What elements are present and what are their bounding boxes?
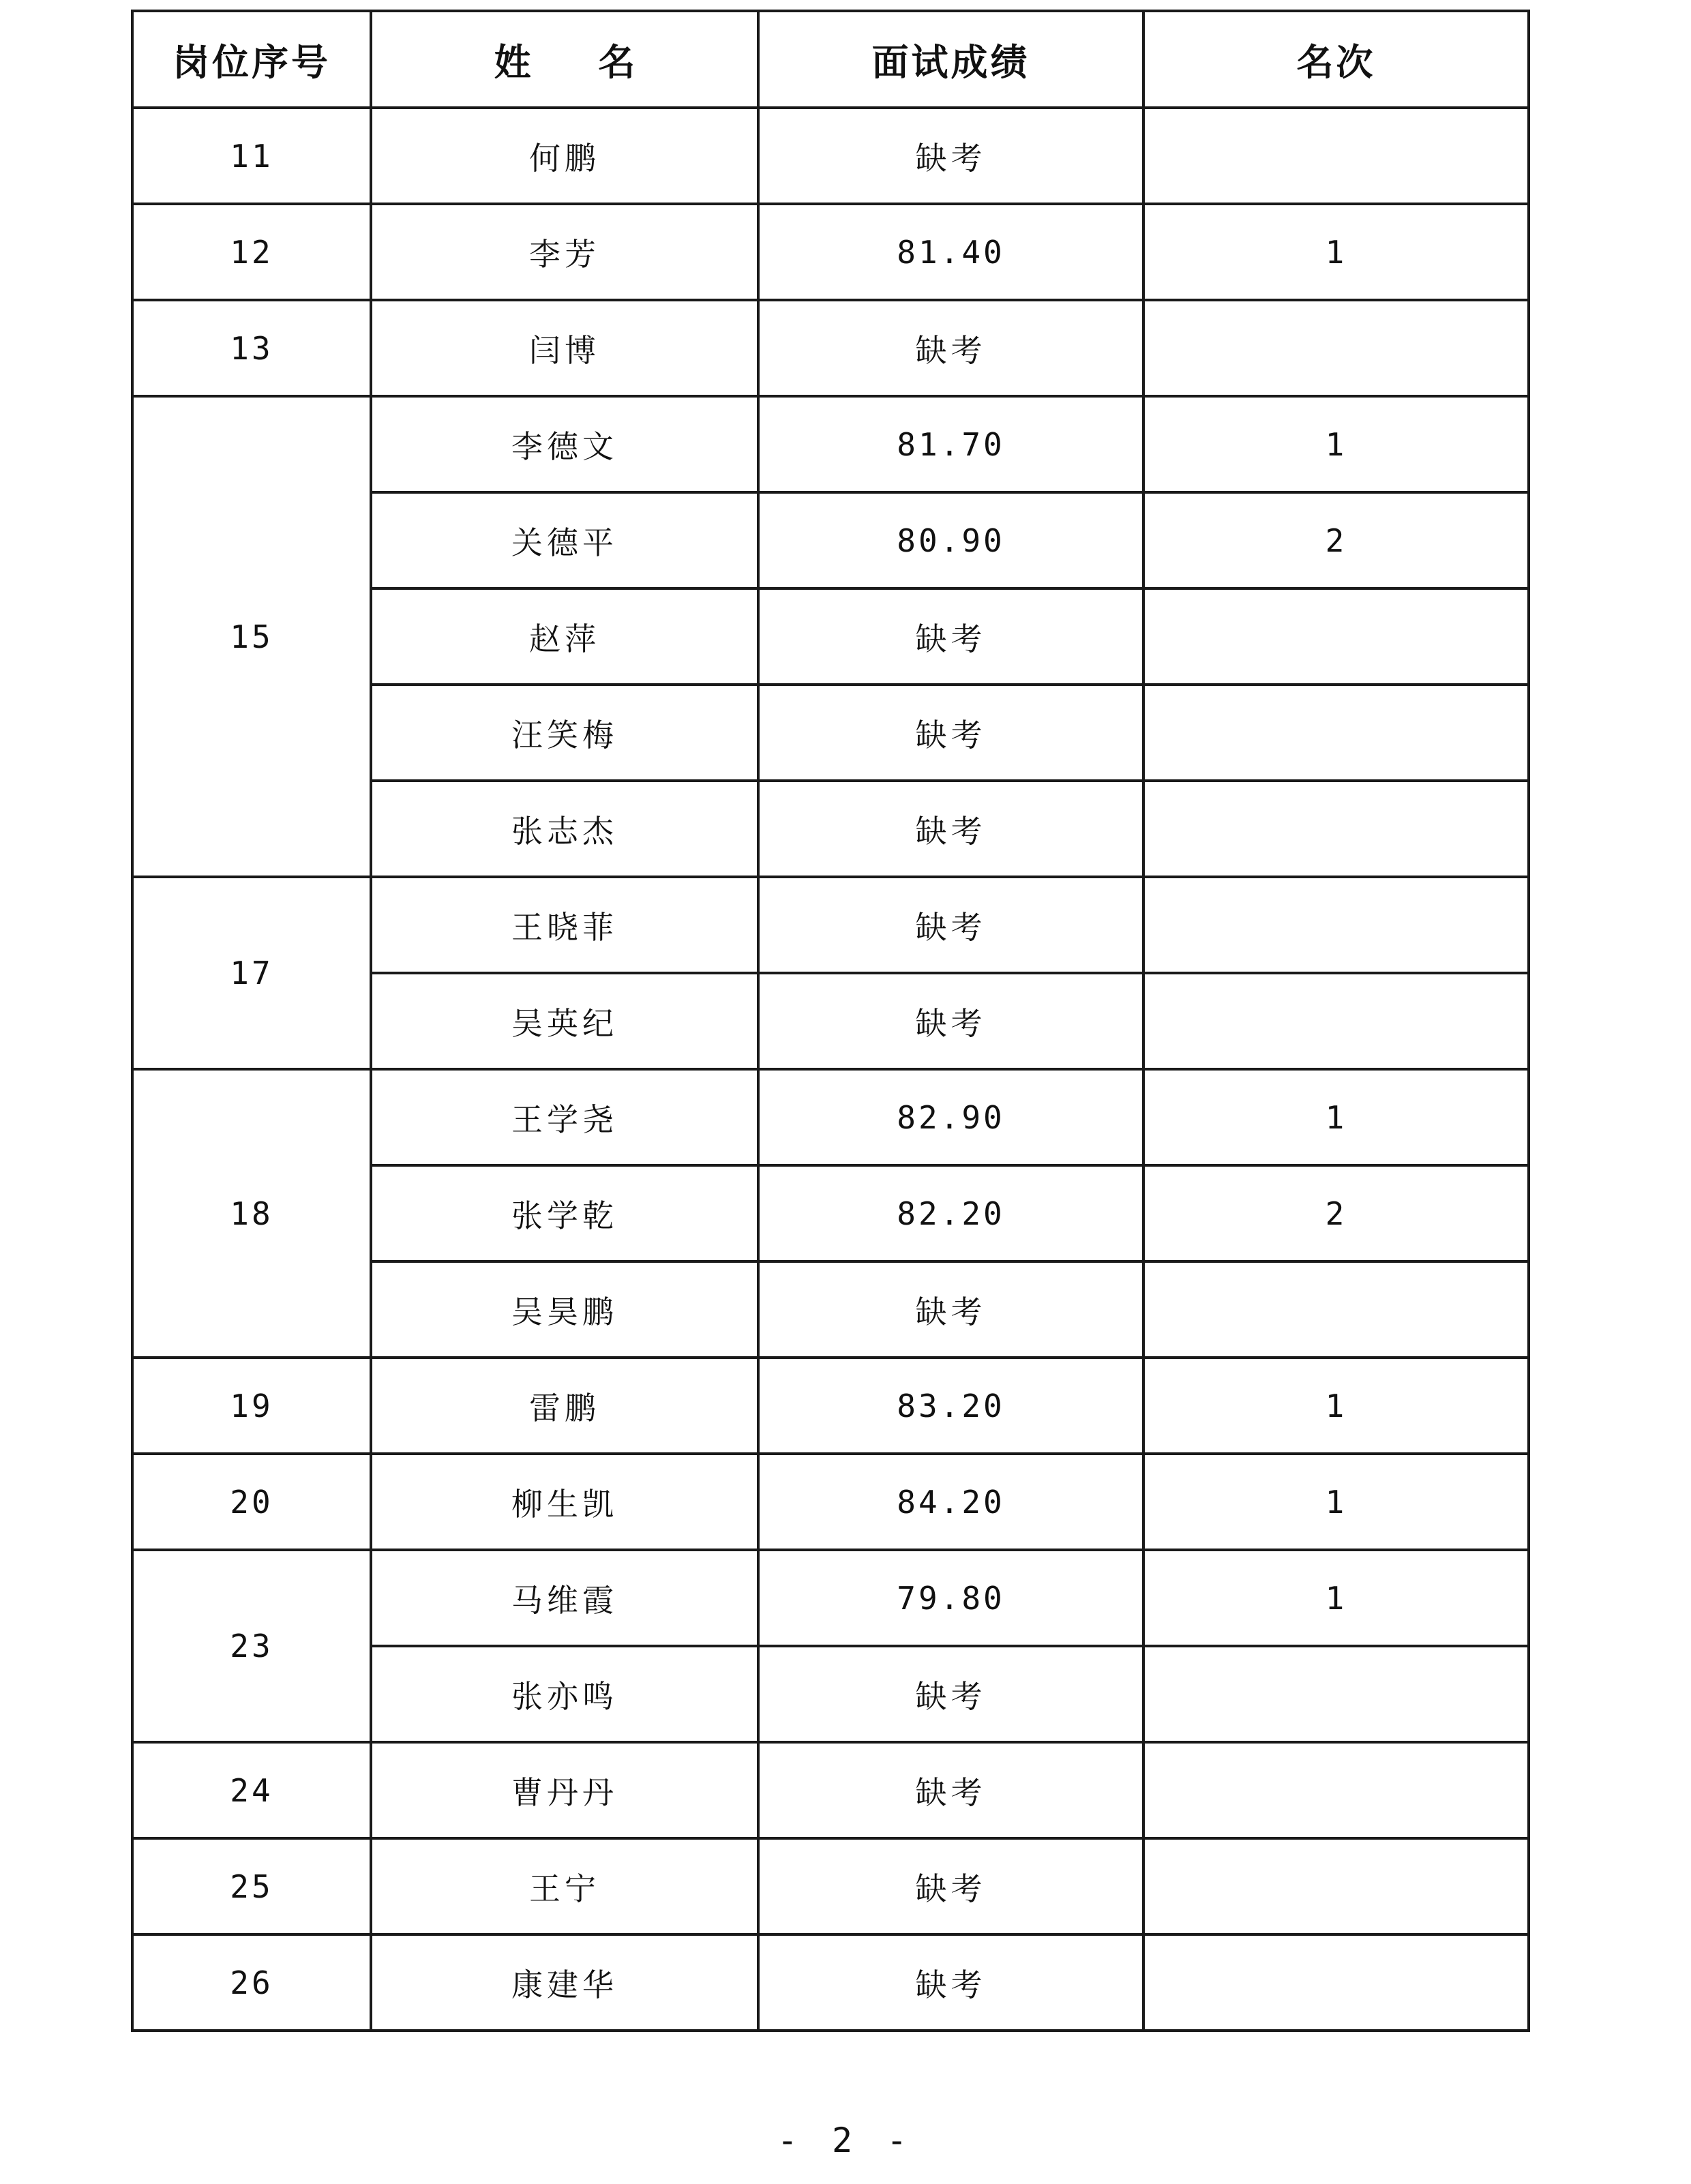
- candidate-name-cell: 汪笑梅: [371, 685, 758, 781]
- interview-score-cell: 缺考: [758, 108, 1143, 204]
- position-number-cell: 25: [132, 1838, 371, 1934]
- interview-score-cell: 缺考: [758, 1646, 1143, 1742]
- rank-cell: [1143, 877, 1529, 973]
- candidate-name-cell: 闫博: [371, 300, 758, 396]
- interview-score-cell: 81.70: [758, 396, 1143, 492]
- interview-results-table: [131, 10, 1530, 2032]
- interview-score-cell: 缺考: [758, 781, 1143, 877]
- position-number-cell: 13: [132, 300, 371, 396]
- rank-cell: [1143, 588, 1529, 685]
- interview-score-cell: 缺考: [758, 1261, 1143, 1358]
- interview-score-cell: 缺考: [758, 588, 1143, 685]
- candidate-name-cell: 张志杰: [371, 781, 758, 877]
- rank-cell: [1143, 973, 1529, 1069]
- table-row: [132, 1550, 1529, 1646]
- table-row: [132, 1454, 1529, 1550]
- table-row: [132, 300, 1529, 396]
- interview-score-cell: 缺考: [758, 1934, 1143, 2031]
- interview-score-cell: 缺考: [758, 300, 1143, 396]
- results-table-container: [131, 10, 1527, 2032]
- position-number-cell: 19: [132, 1358, 371, 1454]
- candidate-name-cell: 李德文: [371, 396, 758, 492]
- interview-score-cell: 缺考: [758, 685, 1143, 781]
- table-row: [132, 877, 1529, 973]
- interview-score-cell: 80.90: [758, 492, 1143, 588]
- rank-cell: 1: [1143, 204, 1529, 300]
- header-row: [132, 11, 1529, 108]
- rank-cell: [1143, 781, 1529, 877]
- candidate-name-cell: 王晓菲: [371, 877, 758, 973]
- interview-score-cell: 缺考: [758, 1742, 1143, 1838]
- interview-score-cell: 缺考: [758, 1838, 1143, 1934]
- interview-score-cell: 83.20: [758, 1358, 1143, 1454]
- table-row: [132, 396, 1529, 492]
- interview-score-cell: 82.90: [758, 1069, 1143, 1165]
- interview-score-cell: 缺考: [758, 877, 1143, 973]
- candidate-name-cell: 张学乾: [371, 1165, 758, 1261]
- header-rank: 名次: [1143, 11, 1529, 108]
- rank-cell: 1: [1143, 396, 1529, 492]
- table-header: [132, 11, 1529, 108]
- header-name: 姓 名: [371, 11, 758, 108]
- candidate-name-cell: 赵萍: [371, 588, 758, 685]
- rank-cell: 1: [1143, 1550, 1529, 1646]
- rank-cell: [1143, 1261, 1529, 1358]
- table-row: [132, 1838, 1529, 1934]
- position-number-cell: 20: [132, 1454, 371, 1550]
- interview-score-cell: 79.80: [758, 1550, 1143, 1646]
- candidate-name-cell: 张亦鸣: [371, 1646, 758, 1742]
- table-row: [132, 108, 1529, 204]
- candidate-name-cell: 王宁: [371, 1838, 758, 1934]
- rank-cell: [1143, 108, 1529, 204]
- table-row: [132, 1934, 1529, 2031]
- header-position: 岗位序号: [132, 11, 371, 108]
- rank-cell: [1143, 1742, 1529, 1838]
- table-row: [132, 1742, 1529, 1838]
- position-number-cell: 11: [132, 108, 371, 204]
- page-number: - 2 -: [777, 2121, 914, 2160]
- position-number-cell: 18: [132, 1069, 371, 1358]
- candidate-name-cell: 吴英纪: [371, 973, 758, 1069]
- position-number-cell: 17: [132, 877, 371, 1069]
- candidate-name-cell: 曹丹丹: [371, 1742, 758, 1838]
- candidate-name-cell: 雷鹏: [371, 1358, 758, 1454]
- rank-cell: [1143, 300, 1529, 396]
- rank-cell: [1143, 1934, 1529, 2031]
- candidate-name-cell: 关德平: [371, 492, 758, 588]
- position-number-cell: 15: [132, 396, 371, 877]
- header-score: 面试成绩: [758, 11, 1143, 108]
- rank-cell: 2: [1143, 492, 1529, 588]
- table-row: [132, 204, 1529, 300]
- position-number-cell: 24: [132, 1742, 371, 1838]
- candidate-name-cell: 王学尧: [371, 1069, 758, 1165]
- rank-cell: [1143, 685, 1529, 781]
- rank-cell: [1143, 1838, 1529, 1934]
- interview-score-cell: 缺考: [758, 973, 1143, 1069]
- position-number-cell: 12: [132, 204, 371, 300]
- rank-cell: [1143, 1646, 1529, 1742]
- interview-score-cell: 82.20: [758, 1165, 1143, 1261]
- table-row: [132, 1069, 1529, 1165]
- rank-cell: 2: [1143, 1165, 1529, 1261]
- candidate-name-cell: 李芳: [371, 204, 758, 300]
- interview-score-cell: 81.40: [758, 204, 1143, 300]
- candidate-name-cell: 何鹏: [371, 108, 758, 204]
- rank-cell: 1: [1143, 1454, 1529, 1550]
- candidate-name-cell: 马维霞: [371, 1550, 758, 1646]
- table-body: [132, 108, 1529, 2031]
- candidate-name-cell: 吴昊鹏: [371, 1261, 758, 1358]
- candidate-name-cell: 康建华: [371, 1934, 758, 2031]
- table-row: [132, 1358, 1529, 1454]
- position-number-cell: 26: [132, 1934, 371, 2031]
- interview-score-cell: 84.20: [758, 1454, 1143, 1550]
- position-number-cell: 23: [132, 1550, 371, 1742]
- rank-cell: 1: [1143, 1358, 1529, 1454]
- candidate-name-cell: 柳生凯: [371, 1454, 758, 1550]
- rank-cell: 1: [1143, 1069, 1529, 1165]
